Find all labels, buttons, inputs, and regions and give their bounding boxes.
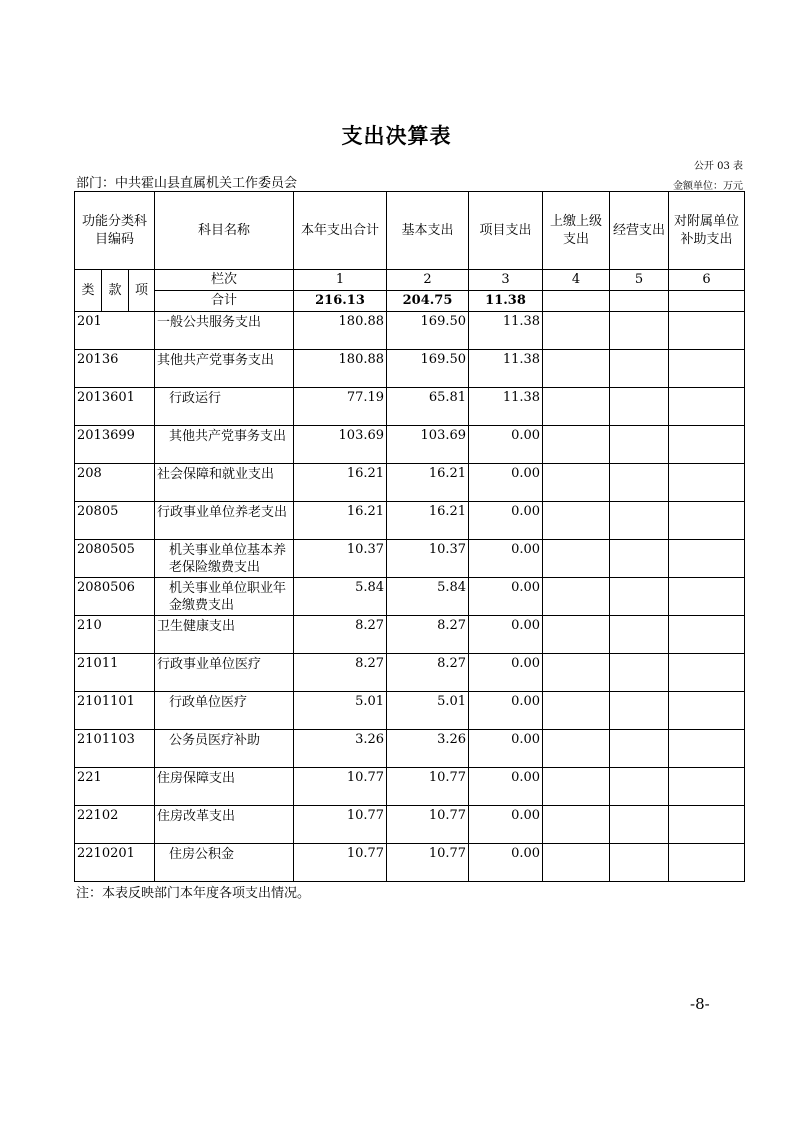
row-name: 公务员医疗补助: [155, 730, 294, 768]
header-basic: 基本支出: [387, 192, 469, 270]
total-label: 合计: [155, 291, 294, 312]
row-business: [610, 540, 669, 578]
table-row: [75, 692, 745, 730]
row-business: [610, 350, 669, 388]
row-subsidy: [669, 692, 745, 730]
row-basic: 65.81: [387, 388, 469, 426]
row-total: 180.88: [294, 312, 387, 350]
row-name: 其他共产党事务支出: [155, 426, 294, 464]
row-name: 行政运行: [155, 388, 294, 426]
expenditure-table: [74, 191, 745, 882]
row-basic: 8.27: [387, 654, 469, 692]
row-basic: 16.21: [387, 464, 469, 502]
row-subsidy: [669, 464, 745, 502]
row-business: [610, 312, 669, 350]
total-upper: [543, 291, 610, 312]
header-kuan: 款: [102, 270, 129, 312]
col-num-4: 4: [543, 270, 610, 291]
unit-label: 金额单位：万元: [673, 181, 743, 192]
row-project: 0.00: [469, 578, 543, 616]
row-subsidy: [669, 616, 745, 654]
row-project: 11.38: [469, 350, 543, 388]
row-subsidy: [669, 730, 745, 768]
row-subsidy: [669, 312, 745, 350]
row-subsidy: [669, 502, 745, 540]
header-project: 项目支出: [469, 192, 543, 270]
row-code: 208: [75, 464, 155, 502]
row-name: 行政事业单位医疗: [155, 654, 294, 692]
row-code: 20805: [75, 502, 155, 540]
row-project: 0.00: [469, 654, 543, 692]
col-num-6: 6: [669, 270, 745, 291]
row-upper: [543, 350, 610, 388]
row-code: 2210201: [75, 844, 155, 882]
row-basic: 8.27: [387, 616, 469, 654]
table-row: [75, 654, 745, 692]
header-xiang: 项: [129, 270, 155, 312]
row-business: [610, 844, 669, 882]
row-subsidy: [669, 768, 745, 806]
row-basic: 10.77: [387, 806, 469, 844]
row-business: [610, 616, 669, 654]
row-subsidy: [669, 426, 745, 464]
row-upper: [543, 426, 610, 464]
row-upper: [543, 312, 610, 350]
row-total: 5.84: [294, 578, 387, 616]
header-subsidy: 对附属单位补助支出: [669, 192, 745, 270]
row-code: 2080505: [75, 540, 155, 578]
row-code: 2013601: [75, 388, 155, 426]
row-project: 0.00: [469, 730, 543, 768]
row-total: 103.69: [294, 426, 387, 464]
row-total: 8.27: [294, 616, 387, 654]
row-code: 20136: [75, 350, 155, 388]
row-business: [610, 388, 669, 426]
col-num-1: 1: [294, 270, 387, 291]
row-basic: 3.26: [387, 730, 469, 768]
header-code: 功能分类科目编码: [75, 192, 155, 270]
header-name: 科目名称: [155, 192, 294, 270]
total-sum: 216.13: [294, 291, 387, 312]
row-total: 16.21: [294, 464, 387, 502]
row-name: 社会保障和就业支出: [155, 464, 294, 502]
row-code: 22102: [75, 806, 155, 844]
col-num-3: 3: [469, 270, 543, 291]
table-row: [75, 388, 745, 426]
row-subsidy: [669, 844, 745, 882]
row-total: 10.77: [294, 844, 387, 882]
row-project: 11.38: [469, 312, 543, 350]
table-row: [75, 616, 745, 654]
row-name: 其他共产党事务支出: [155, 350, 294, 388]
table-row: [75, 426, 745, 464]
row-upper: [543, 388, 610, 426]
row-basic: 169.50: [387, 350, 469, 388]
row-business: [610, 768, 669, 806]
table-row: [75, 312, 745, 350]
table-row: [75, 350, 745, 388]
header-total: 本年支出合计: [294, 192, 387, 270]
row-project: 0.00: [469, 616, 543, 654]
row-code: 2080506: [75, 578, 155, 616]
row-basic: 5.01: [387, 692, 469, 730]
row-name: 行政单位医疗: [155, 692, 294, 730]
row-basic: 103.69: [387, 426, 469, 464]
row-upper: [543, 616, 610, 654]
row-business: [610, 578, 669, 616]
row-project: 0.00: [469, 806, 543, 844]
row-code: 210: [75, 616, 155, 654]
row-code: 21011: [75, 654, 155, 692]
row-basic: 16.21: [387, 502, 469, 540]
row-upper: [543, 768, 610, 806]
row-project: 0.00: [469, 768, 543, 806]
row-upper: [543, 730, 610, 768]
row-project: 0.00: [469, 464, 543, 502]
table-row: [75, 844, 745, 882]
row-code: 201: [75, 312, 155, 350]
row-subsidy: [669, 578, 745, 616]
row-project: 0.00: [469, 692, 543, 730]
row-upper: [543, 464, 610, 502]
page-title: 支出决算表: [341, 124, 452, 148]
row-business: [610, 654, 669, 692]
row-name: 卫生健康支出: [155, 616, 294, 654]
row-upper: [543, 806, 610, 844]
row-name: 行政事业单位养老支出: [155, 502, 294, 540]
row-project: 0.00: [469, 844, 543, 882]
table-row: [75, 502, 745, 540]
row-total: 10.37: [294, 540, 387, 578]
row-business: [610, 692, 669, 730]
table-note: 注：本表反映部门本年度各项支出情况。: [76, 886, 311, 901]
row-upper: [543, 692, 610, 730]
row-basic: 10.77: [387, 768, 469, 806]
row-total: 77.19: [294, 388, 387, 426]
row-subsidy: [669, 654, 745, 692]
row-business: [610, 426, 669, 464]
col-num-2: 2: [387, 270, 469, 291]
col-num-5: 5: [610, 270, 669, 291]
row-business: [610, 730, 669, 768]
row-project: 11.38: [469, 388, 543, 426]
row-code: 2101101: [75, 692, 155, 730]
form-number: 公开 03 表: [693, 161, 743, 172]
row-business: [610, 464, 669, 502]
row-business: [610, 806, 669, 844]
column-order-label: 栏次: [155, 270, 294, 291]
table-row: [75, 578, 745, 616]
row-subsidy: [669, 388, 745, 426]
table-row: [75, 730, 745, 768]
row-business: [610, 502, 669, 540]
row-name: 住房改革支出: [155, 806, 294, 844]
row-total: 10.77: [294, 768, 387, 806]
row-name: 一般公共服务支出: [155, 312, 294, 350]
total-basic: 204.75: [387, 291, 469, 312]
row-total: 5.01: [294, 692, 387, 730]
total-subsidy: [669, 291, 745, 312]
table-row: [75, 540, 745, 578]
row-basic: 169.50: [387, 312, 469, 350]
row-code: 2013699: [75, 426, 155, 464]
row-subsidy: [669, 540, 745, 578]
row-name: 机关事业单位职业年金缴费支出: [155, 578, 294, 616]
total-business: [610, 291, 669, 312]
row-total: 180.88: [294, 350, 387, 388]
row-basic: 5.84: [387, 578, 469, 616]
page-number: -8-: [690, 995, 710, 1013]
row-upper: [543, 502, 610, 540]
row-subsidy: [669, 350, 745, 388]
row-basic: 10.77: [387, 844, 469, 882]
row-total: 3.26: [294, 730, 387, 768]
header-lei: 类: [75, 270, 102, 312]
row-upper: [543, 540, 610, 578]
row-code: 2101103: [75, 730, 155, 768]
department-label: 部门：中共霍山县直属机关工作委员会: [76, 176, 298, 191]
table-row: [75, 806, 745, 844]
table-row: [75, 768, 745, 806]
row-name: 住房公积金: [155, 844, 294, 882]
row-project: 0.00: [469, 426, 543, 464]
row-total: 8.27: [294, 654, 387, 692]
row-upper: [543, 578, 610, 616]
row-code: 221: [75, 768, 155, 806]
total-project: 11.38: [469, 291, 543, 312]
row-total: 10.77: [294, 806, 387, 844]
row-upper: [543, 654, 610, 692]
row-project: 0.00: [469, 502, 543, 540]
row-name: 住房保障支出: [155, 768, 294, 806]
row-upper: [543, 844, 610, 882]
row-name: 机关事业单位基本养老保险缴费支出: [155, 540, 294, 578]
row-project: 0.00: [469, 540, 543, 578]
header-upper: 上缴上级支出: [543, 192, 610, 270]
row-subsidy: [669, 806, 745, 844]
row-basic: 10.37: [387, 540, 469, 578]
row-total: 16.21: [294, 502, 387, 540]
table-row: [75, 464, 745, 502]
header-business: 经营支出: [610, 192, 669, 270]
